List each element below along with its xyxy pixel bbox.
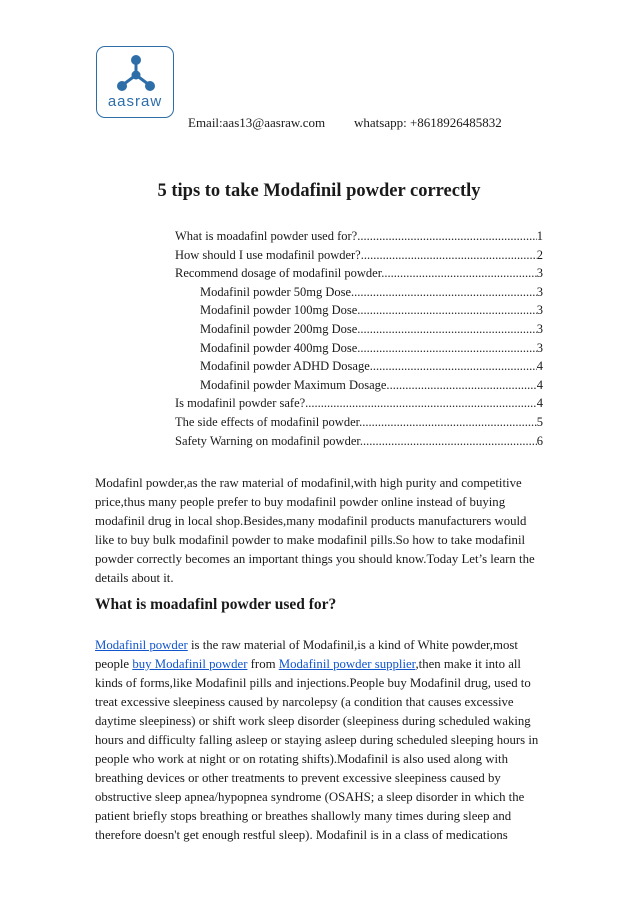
toc-entry-label: Recommend dosage of modafinil powder.: [175, 266, 385, 281]
paragraph-text: is the raw material of Modafinil,is a kind of White powder,most people: [95, 638, 518, 671]
toc-entry-page: 5: [536, 414, 543, 429]
toc-entry-page: 2: [536, 247, 543, 262]
modafinil-supplier-link[interactable]: Modafinil powder supplier: [278, 657, 416, 671]
section-paragraph: [95, 636, 545, 845]
brand-logo: [96, 46, 174, 118]
intro-paragraph: Modafinl powder,as the raw material of modafinil,with high purity and competitive price,thus many people prefer to buy modafinil powder online instead of buying modafinil drug in local shop.Besides,many modafinil products manufacturers would like to buy bulk modafinil powder to make modafinil pills.So how to take modafinil powder correctly becomes an important things you should know.Today Let’s learn the details about it.: [95, 476, 535, 585]
paragraph-text: ,then make it into all kinds of forms,like Modafinil pills and injections.People buy Modafinil drug, used to treat excessive sleepiness caused by narcolepsy (a condition that causes excessive daytime sleepiness) or shift work sleep disorder (sleepiness during scheduled waking hours and difficulty falling asleep or staying asleep during scheduled sleeping hours in people who work at night or on rotating shifts).Modafinil is also used along with breathing devices or other treatments to prevent excessive sleepiness caused by obstructive sleep apnea/hypopnea syndrome (OSAHS; a sleep disorder in which the patient briefly stops breathing or breathes shallowly many times during sleep and therefore doesn't get enough restful sleep). Modafinil is in a class of medications: [95, 657, 539, 842]
toc-entry-label: Modafinil powder ADHD Dosage.: [200, 359, 373, 374]
toc-entry-page: 3: [536, 266, 543, 281]
toc-entry[interactable]: [175, 246, 543, 265]
modafinil-powder-link[interactable]: Modafinil powder: [95, 638, 188, 652]
molecule-icon: [97, 47, 175, 97]
toc-entry-page: 3: [536, 321, 543, 336]
toc-entry[interactable]: [175, 264, 543, 283]
contact-email: Email:aas13@aasraw.com: [188, 115, 326, 130]
toc-entry[interactable]: [175, 394, 543, 413]
toc-entry-label: Modafinil powder 400mg Dose.: [200, 340, 361, 355]
toc-entry[interactable]: [175, 413, 543, 432]
toc-entry-label: Is modafinil powder safe?.: [175, 396, 309, 411]
page-title: 5 tips to take Modafinil powder correctly: [157, 181, 481, 201]
logo-text: aasraw: [107, 93, 163, 110]
toc-entry-page: 3: [536, 340, 543, 355]
toc-entry-page: 4: [536, 377, 543, 392]
toc-entry[interactable]: [175, 320, 543, 339]
toc-entry-page: 1: [536, 229, 543, 243]
toc-entry-page: 6: [536, 433, 543, 448]
toc-entry-label: Modafinil powder 50mg Dose.: [200, 284, 355, 299]
toc-entry[interactable]: [175, 432, 543, 451]
toc-entry-page: 4: [536, 396, 543, 411]
toc-entry[interactable]: [175, 339, 543, 358]
toc-entry[interactable]: [175, 283, 543, 302]
toc-entry-label: Modafinil powder Maximum Dosage.: [200, 377, 390, 392]
contact-whatsapp: whatsapp: +8618926485832: [354, 115, 502, 130]
table-of-contents: [175, 227, 543, 450]
toc-entry-page: 3: [536, 284, 543, 299]
toc-entry[interactable]: [175, 357, 543, 376]
toc-entry-label: What is moadafinl powder used for?: [175, 229, 358, 243]
toc-entry-page: 4: [536, 359, 543, 374]
toc-entry-label: The side effects of modafinil powder.: [175, 414, 363, 429]
toc-entry[interactable]: [175, 376, 543, 395]
toc-entry[interactable]: [175, 301, 543, 320]
toc-entry-label: How should I use modafinil powder?: [175, 247, 361, 262]
section-heading: What is moadafinl powder used for?: [95, 596, 337, 613]
toc-entry[interactable]: [175, 227, 543, 246]
toc-entry-label: Modafinil powder 100mg Dose.: [200, 303, 361, 318]
toc-entry-label: Modafinil powder 200mg Dose.: [200, 321, 361, 336]
paragraph-text: from: [247, 657, 279, 671]
toc-entry-label: Safety Warning on modafinil powder.: [175, 433, 363, 448]
buy-modafinil-powder-link[interactable]: buy Modafinil powder: [132, 657, 248, 671]
toc-entry-page: 3: [536, 303, 543, 318]
